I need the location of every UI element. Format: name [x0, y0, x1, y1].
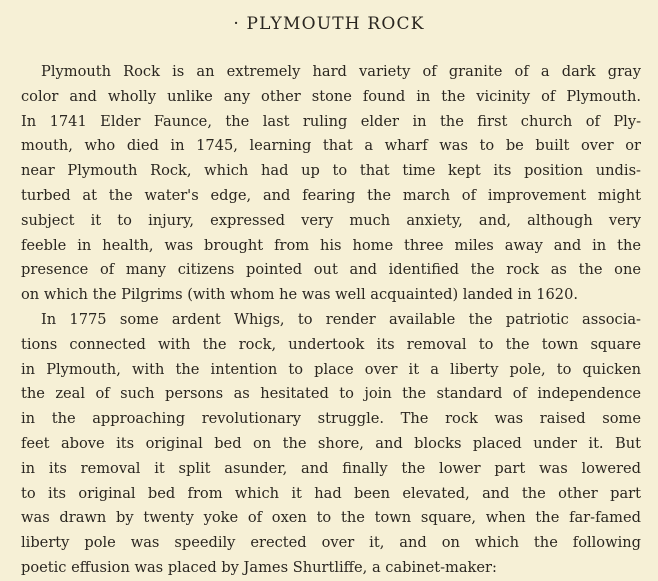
- text-line: presence of many citizens pointed out and identified the rock as the one: [21, 261, 641, 279]
- text-line: mouth, who died in 1745, learning that a wharf was to be built over or: [21, 137, 641, 155]
- text-line: tions connected with the rock, undertook its removal to the town square: [21, 335, 641, 353]
- text-line: the zeal of such persons as hesitated to join the standard of independence: [21, 385, 641, 403]
- text-line: in the approaching revolutionary struggle. The rock was raised some: [21, 410, 641, 428]
- text-line: Plymouth Rock is an extremely hard variety of granite of a dark gray: [41, 63, 641, 80]
- text-line: feeble in health, was brought from his home three miles away and in the: [21, 236, 641, 254]
- text-line: in Plymouth, with the intention to place over it a liberty pole, to quicken: [21, 360, 641, 378]
- text-line: poetic effusion was placed by James Shurtliffe, a cabinet-maker:: [21, 558, 497, 576]
- text-line: subject it to injury, expressed very much anxiety, and, although very: [21, 211, 641, 229]
- text-line: in its removal it split asunder, and finally the lower part was lowered: [21, 459, 641, 477]
- text-line: near Plymouth Rock, which had up to that time kept its position undis-: [21, 162, 641, 180]
- page-title: · PLYMOUTH ROCK: [233, 14, 425, 34]
- text-line: liberty pole was speedily erected over it, and on which the following: [21, 534, 641, 552]
- paragraph-2: [21, 308, 641, 581]
- text-line: was drawn by twenty yoke of oxen to the town square, when the far-famed: [21, 509, 641, 527]
- paragraph-1: [21, 60, 641, 308]
- text-line: on which the Pilgrims (with whom he was well acquainted) landed in 1620.: [21, 286, 579, 304]
- text-line: color and wholly unlike any other stone found in the vicinity of Plymouth.: [21, 87, 641, 105]
- text-line: In 1775 some ardent Whigs, to render available the patriotic associa-: [41, 310, 641, 328]
- text-line: to its original bed from which it had been elevated, and the other part: [21, 484, 641, 502]
- body-text: [21, 60, 641, 581]
- text-line: turbed at the water's edge, and fearing the march of improvement might: [21, 186, 641, 204]
- text-line: feet above its original bed on the shore, and blocks placed under it. But: [21, 434, 641, 452]
- text-line: In 1741 Elder Faunce, the last ruling elder in the first church of Ply-: [21, 112, 641, 130]
